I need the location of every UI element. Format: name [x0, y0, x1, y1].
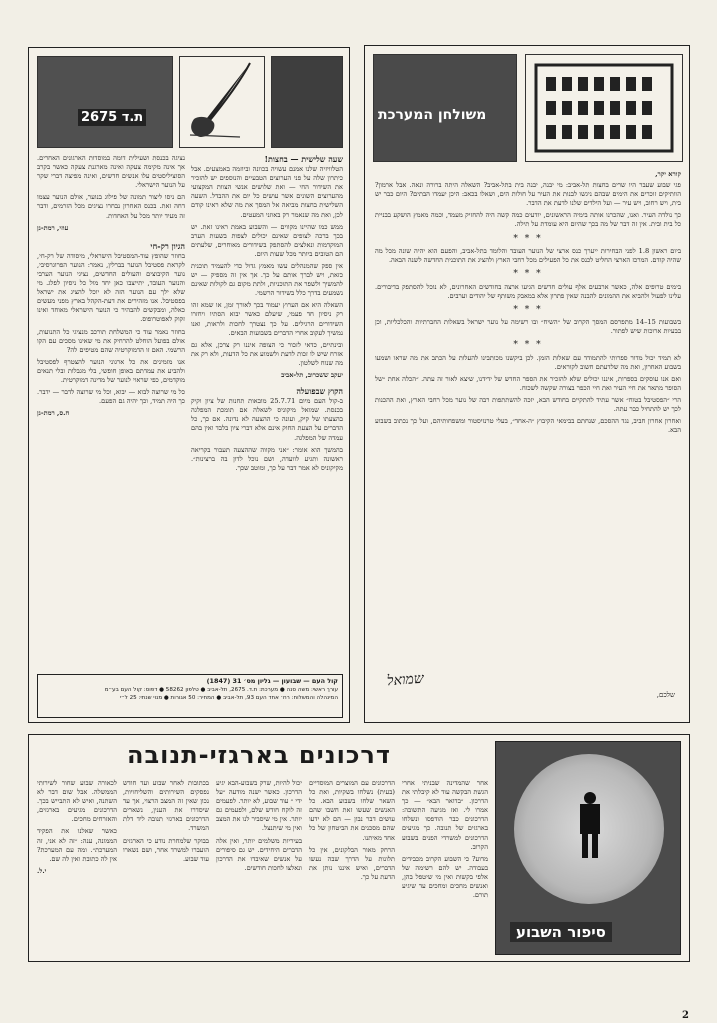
section-divider: * * * — [513, 304, 543, 315]
editorial-header-photo — [373, 54, 517, 162]
person-silhouette-icon — [570, 790, 610, 860]
story-box — [28, 734, 690, 962]
story-headline: דרכונים בארגזי-תנובה — [127, 741, 391, 769]
pobox-logo-text: ת.ד 2675 — [78, 109, 146, 126]
masthead-line3: המינהלה והמשלוח: רח׳ אחד העם 93, תל-אביב ● המחיר: 50 אגורות ● מנוי שנתי: 25 ל״י — [119, 695, 338, 702]
letters-header-photo — [271, 56, 343, 148]
letters-column-right: שעה שלישית — בחצות! הטלוויזיה שלנו אמנם עשויה בכוונה וביוזמה באמצעים. אבל כיתרון שלה על פני הערוצים הטבעיים והנוספים יש להזכיר את השידור החי — ואת שלושים אנשי הצוות המקצועי מהערוצים השונים אשר עושים כל יום את ההבדל. השעה השלישית בחצות מביאה אל המסך את מה שלא ראינו קודם לכן, ואת מה שנאמר רק באוזני המעטים. ממש כמו שהיינו מקווים — והשבוע באמת ראינו זאת. יש בכך ברכה לצופים שאינם יכולים לצפות בשעות הערב המוקדמות ונאלצים להסתפק בשידורים מאוחרים, שלעתים הם הטובים ביותר מכל שעות היום. אין ספק שהמנהלים עשו מאמץ גדול כדי להעמיד תוכנית כזאת, ויש לברך אותם על כך. אך אין זה מספיק — יש להמשיך ולשפר את התוכניות, ולתת מקום גם לקולות שאינם נשמעים בדרך כלל בשידור הרשמי. השאלה היא אם הערוץ יעמוד בכך לאורך זמן, או שמא זהו רק ניסיון חד פעמי, שיעלם כאשר יבוא הסתיו ויחזרו השידורים הרגילים. על כך נצטרך לחכות ולראות, ואנו נמשיך לעקוב אחרי הדברים בשבועות הבאים. ובינתיים, כדאי לזכור כי הצופה איננו רק צרכן, אלא גם אזרח שיש לו זכות לדעת ולשמוע את כל הדעות, ולא רק את מה שנוח לשלטון. יעקב ששכרוב, תל-אביב הקוץ שבפועלה ב-קול העם מיום 25.7.71 מובאות תחנות של ציון וקיק בכנסת. שמואל מיקוניס לשאלה אם תומכת המפלגה בהצעתו של קיק, ועונה כי ההצעה לא נדונה. אם כך, כל הדברים על הצעת החוק אינם אלא דברי ציון בלבד ואין בהם עמדה של המפלגה. בהמשך הוא אומר: ״אני מקווה שההצעה תעבור בקריאה ראשונה ותגיע לוועדה, ושם נוכל לדון בה ברצינות״. מקיקוניס לא אמר דבר על כך, ומוטב שכך. — [191, 154, 343, 472]
article1-title: שעה שלישית — בחצות! — [264, 154, 343, 164]
story-column-4: בכתובות לאחר שבוע ועד חודש נפסקים השירותים והשליחויות, נכון שאין זה המצב הרצוי, אך עד שיסדרו את הענין, נשארים הדרכונים בארגזי תנובה ליד דלת המשרד. בבוקר שלמחרת נודע כי הארגזים הועברו למשרד אחר, ושם נשארו עוד שבוע. — [123, 779, 209, 863]
left-side-text: נציגה בכנסת ושעילית דומה במוסדות הארגונים האחרים. אך אינה מקימה צעקה ואינה מארגנת צעקה כאשר בקרב הסוציליסטים עלו אנשים חדשים, ואינה מפיצה דברי שקר על הנוער הישראלי. — [37, 154, 185, 190]
reshit-title: הגיון רק-חי — [150, 240, 185, 251]
masthead-line2: עורך ראשי: משה סנה ● מערכת: ת.ד. 2675, תל-אביב ● טלפון 58262 ● דפוס: קול העם בע״מ — [104, 687, 338, 694]
left-side-sign: עוזי, רמת-גן — [37, 223, 69, 232]
section-divider: * * * — [513, 340, 543, 351]
editorial-p6: ואם אנו עוסקים בספרות, איננו יכולים שלא להזכיר את הספר החדש של ידידנו, שיצא לאור זה עתה. ״הכלה אחת ״של הסופר מתאר את חיי העיר ואת חיי הכפר בצורה שקשה לשכוח. — [375, 374, 681, 393]
editorial-p1: פגי שבוע שעבר היו שרים בחצות תל-אביב: מי יבנה, יבנה בית בתל-אביב? השאלה היתה ברורה ונאה. אבל ארמון? הוותיקים זוכרים את הימים שבהם ניגשו לבנות את העיר על חולות הים, ושאלו בכאב: היכן יעמדו הבתים? היום כבר יש בית, ויש רחוב, ויש עיר — ועל הילדים שלנו לדעת את הדבר. — [375, 181, 681, 208]
reshit-sign: ח.ס, רמת-גן — [37, 409, 70, 418]
article2-title: הקוץ שבפועלה — [296, 386, 343, 397]
story-column-3: יכול להיות, שרק בשבוע-הבא יגיע הדרכון. כאשר ישנה מודעה ״על ידי ״ עוד שבוע, לא יותר. לפעמים זה לוקח חודש שלם, ולפעמים גם יותר. אין מי שיסביר לנו את המצב ואין מי שיתנצל. בעיריות משלמים יותר, ואין אלה הדברים היחידים. יש גם סיפורים על אנשים שאיבדו את הדרכון ונאלצו לחכות חודשים. — [216, 779, 302, 872]
section-divider: * * * — [513, 269, 543, 280]
story-kicker: סיפור השבוע — [510, 922, 612, 942]
typewriter-icon — [525, 54, 683, 162]
letters-column-left: נציגה בכנסת ושעילית דומה במוסדות הארגונים האחרים. אך אינה מקימה צעקה ואינה מארגנת צעקה כאשר בקרב הסוציליסטים עלו אנשים חדשים, ואינה מפיצה דברי שקר על הנוער הישראלי. הם ניסו ליצור תמונה של פילוג בנוער, אולם הנוער עצמו דחה זאת. בכנס האחרון נבחרו נציגים מכל הזרמים, ודבר זה מעיד יותר מכל על האחדות. עוזי, רמת-גן הגיון רק-חי בחוזר שהופץ עוד-המסטיבל הישראלי, מיסודה של רק-חי, לקראת פסטיבל הנוער בברלין, נאמר: הנוער הפרוגרסיבי, נוער הקיבוצים והעולים החדשים, נציגי הנוער הערבי והנוער העובד, יתייצבו כאן יחד מול כל ניסיון לפלג. מי שלא ילך עם הנוער הזה לא יוכל להציג את ישראל בפסטיבל. אנו מזהירים את דעת-הקהל בארץ מפני מעשים כאלה, ומבקשים להבהיר כי הנוער הישראלי מאוחד ואינו זקוק לאפוטרופוס. בחוזר נאמר עוד כי המשלחת תורכב מנציגי כל התנועות, אולם בפועל הוחלט להרחיק את מי שאינו מסכים עם הקו הרשמי. האם זו הדמוקרטיה שהם מטיפים לה? אנו מזמינים את כל ארגוני הנוער להצטרף לפסטיבל ולהביע את עמדתם באופן חופשי, בלי מגבלות ובלי תנאים מוקדמים, כפי שראוי לנוער של מדינה דמוקרטית. כל מי שרוצה לבוא — יבוא, וכל מי שרוצה לדבר — ידבר. כך היה תמיד, וכך יהיה גם הפעם. ח.ס, רמת-גן — [37, 154, 185, 418]
quill-hand-icon — [179, 56, 265, 148]
editorial-reader: קורא יקר, — [655, 170, 681, 178]
editorial-p3: בימים טרופים אלה, כאשר ארבעים אלף עולים חדשים הגיעו ארצה בחודשים האחרונים, לא נוכל להסתפק בדיבורים. עלינו לפעול ולהביא את ההמונים להבנה שאין פתרון אלא במאבק משותף של יהודים וערבים. — [375, 282, 681, 300]
story-photo — [495, 741, 681, 955]
editorial-closing: שלכם, — [656, 691, 675, 699]
letters-box — [28, 47, 350, 723]
editorial-p4: בשבועות 15–14 מתפרסם המסך הקרוב של ״השיח״ ובו רשימה על נוער ישראל בשאלות החברתיות והכלכליות, וכן בבעיות ארוכות שיש לפתור. — [375, 318, 681, 336]
editorial-p8: ואחרון אחרון חביב, נגד ההסכם, שנחתם בבימאי הקיבוץ ״ה-אחד״, בעלי טרנזיסטור ומשפחותיהם, ועל כך נכתוב בשבוע הבא. — [375, 417, 681, 435]
editorial-header-title: משולחן המערכת — [378, 107, 487, 123]
page-number: 2 — [682, 1010, 689, 1021]
story-column-2: הדרכונים עם המוצרים המוסדיים (בעית) נשלחו בשקיות, ואת כל השאר שלחו בשבוע הבא. כל האנשים שעשו זאת חשבו שהם עושים דבר נבון — הם לא ידעו שהם מסכנים את הביטחון של כל אחד מאיתנו. הרחק מאור הבלקונים, אין כל תלונות על הדרך שבה נעשו הדברים, ואיש איננו נותן את הדעת על כך. — [309, 779, 395, 881]
article1-sign: יעקב ששכרוב, תל-אביב — [281, 371, 343, 379]
editorial-text: קורא יקר, פגי שבוע שעבר היו שרים בחצות תל-אביב: מי יבנה, יבנה בית בתל-אביב? השאלה היתה ברורה ונאה. אבל ארמון? הוותיקים זוכרים את הימים שבהם ניגשו לבנות את העיר על חולות הים, ושאלו בכאב: היכן יעמדו הבתים? היום כבר יש בית, ויש רחוב, ויש עיר — ועל הילדים שלנו לדעת את הדבר. כך נולדה העיר. ואנו, שהכרנו אותה בימיה הראשונים, יודעים כמה קשה היה להחזיק מעמד, וכמה מאמץ הושקע בבניית כל בית ובית. אין זה דבר של מה בכך שהיום היא עומדת על תילה. * * * ביום ראשון 1.8 לפני הבחירות ייערך כנס ארצי של הנוער העובד והלומד בתל-אביב, והפעם הוא יהיה שונה מכל מה שהיה קודם. המרכז הארצי החליט לכנס את כל הפעילים מכל רחבי הארץ ולהציג את התוכנית החדשה לשנה הבאה. * * * בימים טרופים אלה, כאשר ארבעים אלף עולים חדשים הגיעו ארצה בחודשים האחרונים, לא נוכל להסתפק בדיבורים. עלינו לפעול ולהביא את ההמונים להבנה שאין פתרון אלא במאבק משותף של יהודים וערבים. * * * בשבועות 15–14 מתפרסם המסך הקרוב של ״השיח״ ובו רשימה על נוער ישראל בשאלות החברתיות והכלכליות, וכן בבעיות ארוכות שיש לפתור. * * * לא תמיד יכול מדור ספרותי להתמודד עם שאלות הזמן. לכן ביקשנו מכותבינו להעלות על הכתב את מה שראו ושמעו בשבוע האחרון, ואת מה שלדעתם חשוב לקוראים. ואם אנו עוסקים בספרות, איננו יכולים שלא להזכיר את הספר החדש של ידידנו, שיצא לאור זה עתה. ״הכלה אחת ״של הסופר מתאר את חיי העיר ואת חיי הכפר בצורה שקשה לשכוח. הרי ״הפסטיבל בטוח״ אשר עתיד להתקיים בחודש הבא, יזכה להשתתפות רבה של נוער מכל רחבי הארץ, ואת ההכנות לכך יש להתחיל כבר עתה. ואחרון אחרון חביב, נגד ההסכם, שנחתם בבימאי הקיבוץ ״ה-אחד״, בעלי טרנזיסטור ומשפחותיהם, ועל כך נכתוב בשבוע הבא. — [375, 170, 681, 435]
story-col3-text: יכול להיות, שרק בשבוע-הבא יגיע הדרכון. כאשר ישנה מודעה ״על ידי ״ עוד שבוע, לא יותר. לפעמים זה לוקח חודש שלם, ולפעמים גם יותר. אין מי שיסביר לנו את המצב ואין מי שיתנצל. — [216, 779, 302, 833]
article1-text: הטלוויזיה שלנו אמנם עשויה בכוונה וביוזמה באמצעים. אבל כיתרון שלה על פני הערוצים הטבעיים והנוספים יש להזכיר את השידור החי — ואת שלושים אנשי הצוות המקצועי מהערוצים השונים אשר עושים כל יום את ההבדל. השעה השלישית בחצות מביאה אל המסך את מה שלא ראינו קודם לכן, ואת מה שנאמר רק באוזני המעטים. — [191, 165, 343, 219]
masthead-box — [37, 674, 343, 718]
editorial-p7: הרי ״הפסטיבל בטוח״ אשר עתיד להתקיים בחודש הבא, יזכה להשתתפות רבה של נוער מכל רחבי הארץ, ואת ההכנות לכך יש להתחיל כבר עתה. — [375, 396, 681, 414]
reshit-text: בחוזר שהופץ עוד-המסטיבל הישראלי, מיסודה של רק-חי, לקראת פסטיבל הנוער בברלין, נאמר: הנוער הפרוגרסיבי, נוער הקיבוצים והעולים החדשים, נציגי הנוער הערבי והנוער העובד, יתייצבו כאן יחד מול כל ניסיון לפלג. מי שלא ילך עם הנוער הזה לא יוכל להציג את ישראל בפסטיבל. אנו מזהירים את דעת-הקהל בארץ מפני מעשים כאלה, ומבקשים להבהיר כי הנוער הישראלי מאוחד ואינו זקוק לאפוטרופוס. — [37, 251, 185, 324]
masthead-line1: קול העם — שבועון — גליון מס׳ 31 (1847) — [206, 677, 338, 685]
story-col4-text: בכתובות לאחר שבוע ועד חודש נפסקים השירותים והשליחויות, נכון שאין זה המצב הרצוי, אך עד שיסדרו את הענין, נשארים הדרכונים בארגזי תנובה ליד דלת המשרד. — [123, 779, 209, 833]
story-column-5: לכאורה שבוע שחור לשירותי הממשלה. אבל שום דבר לא השתנה, ואיש לא התבייש בכך. הדרכונים מגיעים בארגזים, והאזרחים מחכים. כאשר שאלנו את הפקיד הממונה, ענה: ״זה לא אני, זה המערכת״. ומה עם המערכת? אין לה כתובת ואין לה שם. י.ל. — [37, 779, 117, 875]
story-column-1: אחר שהמדינה שבניתי אחרי הגשת הבקשה עוד לא קיבלתי את הדרכון. ״בדואר הבא״ — כך אמרו לי. ואז מגיעה התשובה: הדרכונים כבר הודפסו ונשלחו בארגזים של תנובה. כך מגיעים הדרכונים למשרדי הפנים בשבוע הקרוב. מדוע? כי השבוע הקרוב מכבידים בעבודה. יש להם רשימה של אלפי בקשות ואין מי שיטפל בהן, ואנשים מחכים ומחכים עד שיגיע תורם. — [402, 779, 488, 900]
article2-text: ב-קול העם מיום 25.7.71 מובאות תחנות של ציון וקיק בכנסת. שמואל מיקוניס לשאלה אם תומכת המפלגה בהצעתו של קיק, ועונה כי ההצעה לא נדונה. אם כך, כל הדברים על הצעת החוק אינם אלא דברי ציון בלבד ואין בהם עמדה של המפלגה. — [191, 397, 343, 442]
editorial-box — [364, 45, 690, 723]
story-col2-text: הדרכונים עם המוצרים המוסדיים (בעית) נשלחו בשקיות, ואת כל השאר שלחו בשבוע הבא. כל האנשים שעשו זאת חשבו שהם עושים דבר נבון — הם לא ידעו שהם מסכנים את הביטחון של כל אחד מאיתנו. — [309, 779, 395, 842]
editorial-p5: לא תמיד יכול מדור ספרותי להתמודד עם שאלות הזמן. לכן ביקשנו מכותבינו להעלות על הכתב את מה שראו ושמעו בשבוע האחרון, ואת מה שלדעתם חשוב לקוראים. — [375, 353, 681, 371]
section-divider: * * * — [513, 233, 543, 244]
story-col1-text: אחר שהמדינה שבניתי אחרי הגשת הבקשה עוד לא קיבלתי את הדרכון. ״בדואר הבא״ — כך אמרו לי. ואז מגיעה התשובה: הדרכונים כבר הודפסו ונשלחו בארגזים של תנובה. כך מגיעים הדרכונים למשרדי הפנים בשבוע הקרוב. — [402, 779, 488, 851]
editorial-signature: שמואל — [386, 670, 425, 690]
editorial-p2: ביום ראשון 1.8 לפני הבחירות ייערך כנס ארצי של הנוער העובד והלומד בתל-אביב, והפעם הוא יהיה שונה מכל מה שהיה קודם. המרכז הארצי החליט לכנס את כל הפעילים מכל רחבי הארץ ולהציג את התוכנית החדשה לשנה הבאה. — [375, 246, 681, 265]
pobox-logo-image — [37, 56, 173, 148]
story-signoff: י.ל. — [37, 866, 47, 875]
